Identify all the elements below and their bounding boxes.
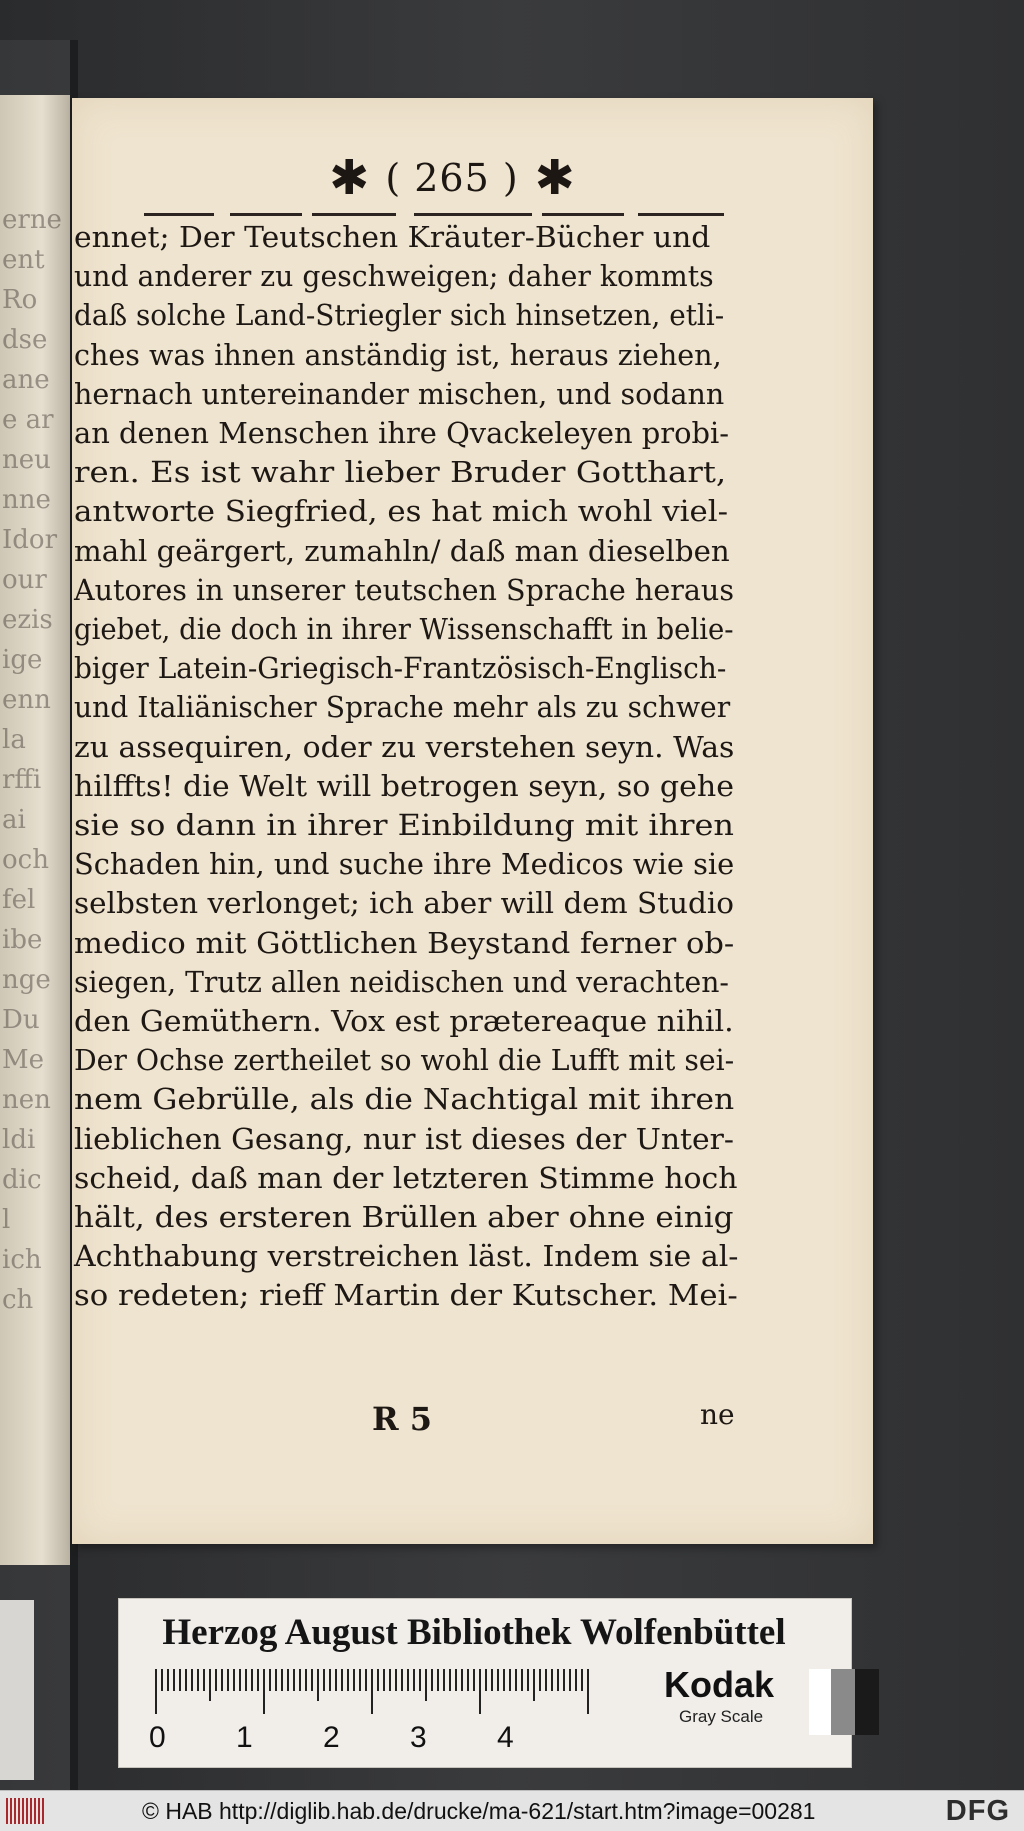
left-page-fragment: enn bbox=[2, 685, 51, 715]
ruler-tick bbox=[269, 1669, 271, 1691]
ruler-tick bbox=[413, 1669, 415, 1691]
header-rule bbox=[230, 213, 302, 216]
text-line: daß solche Land-Striegler sich hinsetzen, etli- bbox=[74, 298, 725, 333]
left-page-fragment: erne bbox=[2, 205, 62, 235]
text-line: medico mit Göttlichen Beystand ferner ob- bbox=[74, 925, 735, 960]
header-rule bbox=[542, 213, 624, 216]
ruler-tick bbox=[323, 1669, 325, 1691]
ruler-tick bbox=[557, 1669, 559, 1691]
header-rule bbox=[638, 213, 724, 216]
ruler-tick bbox=[245, 1669, 247, 1691]
ruler-tick bbox=[257, 1669, 259, 1691]
ruler-tick bbox=[473, 1669, 475, 1691]
left-page-fragment: ich bbox=[2, 1245, 42, 1275]
gray-swatch bbox=[809, 1669, 831, 1735]
text-line: lieblichen Gesang, nur ist dieses der Unter- bbox=[74, 1121, 734, 1156]
gray-swatch bbox=[855, 1669, 879, 1735]
left-page-fragment: dic bbox=[2, 1165, 42, 1195]
ruler-tick bbox=[395, 1669, 397, 1691]
left-page-fragment: ezis bbox=[2, 605, 53, 635]
text-line: den Gemüthern. Vox est prætereaque nihil. bbox=[74, 1004, 734, 1038]
ruler-tick bbox=[251, 1669, 253, 1691]
ruler-label: 2 bbox=[323, 1721, 340, 1754]
left-page-fragment: ibe bbox=[2, 925, 43, 955]
ruler-tick bbox=[317, 1669, 319, 1701]
page-header bbox=[262, 148, 642, 208]
left-page-fragment: nge bbox=[2, 965, 51, 995]
ruler-tick bbox=[359, 1669, 361, 1691]
left-page-fragment: neu bbox=[2, 445, 51, 475]
text-line: Der Ochse zertheilet so wohl die Lufft mit sei- bbox=[74, 1043, 735, 1078]
text-line: giebet, die doch in ihrer Wissenschafft in belie- bbox=[74, 612, 734, 646]
kodak-logo: Kodak bbox=[664, 1664, 775, 1705]
left-page-fragment: Ro bbox=[2, 285, 38, 315]
ruler-tick bbox=[479, 1669, 481, 1714]
ruler-tick bbox=[173, 1669, 175, 1691]
text-line: Achthabung verstreichen läst. Indem sie al- bbox=[74, 1239, 739, 1274]
left-page-fragment: our bbox=[2, 565, 47, 595]
ruler-tick bbox=[383, 1669, 385, 1691]
ruler-tick bbox=[377, 1669, 379, 1691]
text-line: antworte Siegfried, es hat mich wohl viel- bbox=[74, 494, 729, 529]
color-calibration-card bbox=[118, 1598, 852, 1768]
ruler-tick bbox=[431, 1669, 433, 1691]
left-page-fragment: Du bbox=[2, 1005, 40, 1035]
left-page-fragment: ige bbox=[2, 645, 43, 675]
left-tab bbox=[0, 1600, 34, 1780]
ruler-label: 4 bbox=[497, 1721, 514, 1754]
page-number: ( 265 ) bbox=[385, 156, 519, 200]
ruler-tick bbox=[527, 1669, 529, 1691]
ruler-tick bbox=[215, 1669, 217, 1691]
left-page-fragment: Me bbox=[2, 1045, 45, 1075]
ruler-tick bbox=[287, 1669, 289, 1691]
ruler-tick bbox=[329, 1669, 331, 1691]
catchword: ne bbox=[700, 1398, 735, 1431]
ruler-tick bbox=[353, 1669, 355, 1691]
ruler-tick bbox=[197, 1669, 199, 1691]
text-line: und anderer zu geschweigen; daher kommts bbox=[74, 259, 714, 294]
gray-scale-label: Gray Scale bbox=[679, 1707, 764, 1726]
ruler-tick bbox=[443, 1669, 445, 1691]
ruler-label: 3 bbox=[410, 1721, 427, 1754]
ruler-tick bbox=[167, 1669, 169, 1691]
text-line: selbsten verlonget; ich aber will dem Studio bbox=[74, 886, 734, 921]
ruler-tick bbox=[455, 1669, 457, 1691]
ruler-tick bbox=[437, 1669, 439, 1691]
text-line: hilffts! die Welt will betrogen seyn, so gehe bbox=[74, 768, 735, 803]
ruler-tick bbox=[545, 1669, 547, 1691]
ruler-tick bbox=[551, 1669, 553, 1691]
ruler-tick bbox=[347, 1669, 349, 1691]
left-page-fragment: ldi bbox=[2, 1125, 36, 1155]
ruler-label: 0 bbox=[149, 1721, 166, 1754]
left-page-fragment: dse bbox=[2, 325, 48, 355]
ruler-scale bbox=[155, 1669, 635, 1714]
ruler-tick bbox=[293, 1669, 295, 1691]
ruler-tick bbox=[311, 1669, 313, 1691]
ruler-tick bbox=[185, 1669, 187, 1691]
ruler-tick bbox=[275, 1669, 277, 1691]
ruler-tick bbox=[407, 1669, 409, 1691]
left-page-fragment: l bbox=[2, 1205, 11, 1235]
ruler-tick bbox=[203, 1669, 205, 1691]
text-line: und Italiänischer Sprache mehr als zu schwer bbox=[74, 690, 731, 725]
ruler-tick bbox=[539, 1669, 541, 1691]
text-line: scheid, daß man der letzteren Stimme hoch bbox=[74, 1160, 738, 1195]
library-name: Herzog August Bibliothek Wolfenbüttel bbox=[162, 1612, 786, 1653]
hab-logo-icon bbox=[6, 1798, 50, 1824]
asterisk-ornament-right: ✱ bbox=[534, 150, 575, 206]
ruler-tick bbox=[341, 1669, 343, 1691]
left-page-fragment: ch bbox=[2, 1285, 34, 1315]
asterisk-ornament-left: ✱ bbox=[329, 150, 370, 206]
left-page-fragment: och bbox=[2, 845, 49, 875]
text-line: ches was ihnen anständig ist, heraus ziehen, bbox=[74, 337, 722, 372]
header-rule bbox=[312, 213, 396, 216]
ruler-tick bbox=[563, 1669, 565, 1691]
ruler-tick bbox=[575, 1669, 577, 1691]
gray-swatches bbox=[809, 1669, 879, 1735]
dfg-logo: DFG bbox=[945, 1795, 1010, 1827]
ruler-tick bbox=[515, 1669, 517, 1691]
left-page-fragment: la bbox=[2, 725, 26, 755]
copyright-link[interactable]: © HAB http://diglib.hab.de/drucke/ma-621/start.htm?image=00281 bbox=[142, 1797, 816, 1824]
footer-bar bbox=[0, 1790, 1024, 1831]
ruler-tick bbox=[533, 1669, 535, 1701]
ruler-tick bbox=[335, 1669, 337, 1691]
ruler-tick bbox=[239, 1669, 241, 1691]
ruler-tick bbox=[209, 1669, 211, 1701]
text-line: sie so dann in ihrer Einbildung mit ihren bbox=[74, 808, 734, 842]
ruler-tick bbox=[281, 1669, 283, 1691]
left-page-fragment: ane bbox=[2, 365, 50, 395]
ruler-tick bbox=[449, 1669, 451, 1691]
ruler-tick bbox=[401, 1669, 403, 1691]
text-line: ennet; Der Teutschen Kräuter-Bücher und bbox=[74, 220, 711, 254]
ruler-labels bbox=[149, 1721, 669, 1757]
ruler-tick bbox=[365, 1669, 367, 1691]
left-page-fragment: e ar bbox=[2, 405, 54, 435]
ruler-tick bbox=[305, 1669, 307, 1691]
book-page bbox=[72, 98, 873, 1544]
left-page-fragment: nne bbox=[2, 485, 51, 515]
text-line: mahl geärgert, zumahln/ daß man dieselben bbox=[74, 533, 730, 568]
signature-mark: R 5 bbox=[372, 1400, 432, 1438]
left-page-fragment: ent bbox=[2, 245, 45, 275]
text-line: ren. Es ist wahr lieber Bruder Gotthart, bbox=[74, 455, 727, 490]
ruler-tick bbox=[191, 1669, 193, 1691]
left-page-fragment: ai bbox=[2, 805, 26, 835]
left-page-fragment: nen bbox=[2, 1085, 51, 1115]
ruler-tick bbox=[467, 1669, 469, 1691]
ruler-tick bbox=[179, 1669, 181, 1691]
ruler-tick bbox=[419, 1669, 421, 1691]
text-line: hernach untereinander mischen, und sodann bbox=[74, 376, 725, 411]
ruler-label: 1 bbox=[236, 1721, 253, 1754]
ruler-tick bbox=[389, 1669, 391, 1691]
ruler-tick bbox=[299, 1669, 301, 1691]
ruler-tick bbox=[155, 1669, 157, 1714]
ruler-tick bbox=[491, 1669, 493, 1691]
ruler-tick bbox=[569, 1669, 571, 1691]
ruler-tick bbox=[425, 1669, 427, 1701]
ruler-tick bbox=[371, 1669, 373, 1714]
ruler-tick bbox=[587, 1669, 589, 1714]
ruler-tick bbox=[581, 1669, 583, 1691]
text-line: an denen Menschen ihre Qvackeleyen probi- bbox=[74, 416, 730, 450]
ruler-tick bbox=[227, 1669, 229, 1691]
ruler-tick bbox=[485, 1669, 487, 1691]
text-line: siegen, Trutz allen neidischen und verachten- bbox=[74, 964, 729, 999]
text-line: Schaden hin, und suche ihre Medicos wie sie bbox=[74, 847, 735, 882]
ruler-tick bbox=[497, 1669, 499, 1691]
text-line: so redeten; rieff Martin der Kutscher. Mei- bbox=[74, 1278, 738, 1313]
left-page-fragment: rffi bbox=[2, 765, 42, 795]
left-page-fragment: fel bbox=[2, 885, 36, 915]
text-line: hält, des ersteren Brüllen aber ohne einig bbox=[74, 1200, 734, 1234]
ruler-tick bbox=[521, 1669, 523, 1691]
text-line: Autores in unserer teutschen Sprache heraus bbox=[74, 572, 734, 607]
ruler-tick bbox=[161, 1669, 163, 1691]
text-line: nem Gebrülle, als die Nachtigal mit ihren bbox=[74, 1082, 735, 1117]
ruler-tick bbox=[503, 1669, 505, 1691]
ruler-tick bbox=[461, 1669, 463, 1691]
ruler-tick bbox=[509, 1669, 511, 1691]
left-neighbor-page bbox=[0, 95, 70, 1565]
header-rule bbox=[414, 213, 532, 216]
text-line: biger Latein-Griegisch-Frantzösisch-Englisch- bbox=[74, 651, 727, 686]
ruler-tick bbox=[263, 1669, 265, 1714]
header-rule bbox=[144, 213, 214, 216]
ruler-tick bbox=[221, 1669, 223, 1691]
left-page-fragment: Idor bbox=[2, 525, 57, 555]
ruler-tick bbox=[233, 1669, 235, 1691]
text-line: zu assequiren, oder zu verstehen seyn. Was bbox=[74, 729, 735, 764]
gray-swatch bbox=[831, 1669, 855, 1735]
